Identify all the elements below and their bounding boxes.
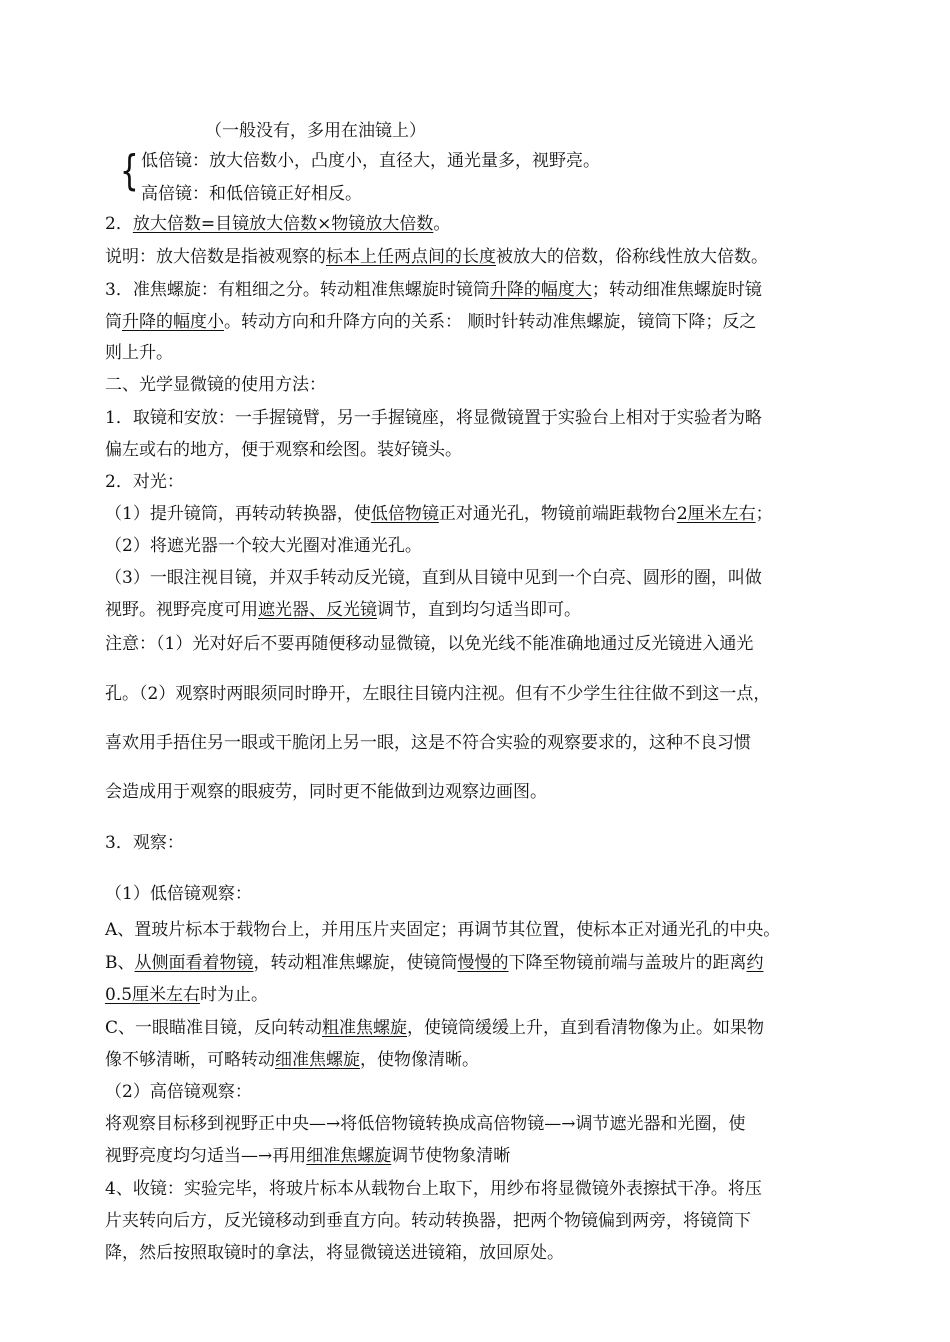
text-line: 高倍镜：和低倍镜正好相反。	[141, 184, 362, 204]
text-line: 3．观察：	[105, 833, 184, 853]
text-line: （一般没有，多用在油镜上）	[205, 121, 426, 141]
text-span: 说明：放大倍数是指被观察的	[105, 247, 326, 267]
text-span: 被放大的倍数，俗称线性放大倍数。	[496, 247, 768, 267]
text-span: 下降至物镜前端与盖玻片的距离	[508, 953, 747, 973]
underlined-text: 0.5厘米左右	[105, 985, 201, 1005]
text-span: 视野。视野亮度可用	[105, 600, 258, 620]
text-line: 降，然后按照取镜时的拿法，将显微镜送进镜箱，放回原处。	[105, 1243, 564, 1263]
underlined-text: 约	[746, 953, 764, 973]
text-span: B、	[105, 953, 135, 973]
text-span: 2．	[105, 214, 133, 234]
text-line: 偏左或右的地方，便于观察和绘图。装好镜头。	[105, 440, 462, 460]
text-span: 调节使物象清晰	[391, 1146, 511, 1166]
underlined-text: 慢慢的	[457, 953, 509, 973]
text-line	[105, 1049, 479, 1071]
text-line	[105, 213, 450, 235]
text-line: 将观察目标移到视野正中央—→将低倍物镜转换成高倍物镜—→调节遮光器和光圈，使	[105, 1114, 746, 1134]
section-heading: 二、光学显微镜的使用方法：	[105, 375, 326, 395]
text-line: 注意：（1）光对好后不要再随便移动显微镜，以免光线不能准确地通过反光镜进入通光	[105, 634, 754, 654]
text-line	[105, 503, 773, 525]
text-line: 则上升。	[105, 343, 173, 363]
underlined-text: 低倍物镜	[370, 504, 439, 524]
text-span: 筒	[105, 312, 122, 332]
text-span: 时为止。	[200, 985, 269, 1005]
text-span: 。转动方向和升降方向的关系： 顺时针转动准焦螺旋，镜筒下降；反之	[224, 312, 757, 332]
text-line: 低倍镜：放大倍数小，凸度小，直径大，通光量多，视野亮。	[141, 151, 600, 171]
text-span: ；	[755, 504, 773, 524]
underlined-text: 从侧面看着物镜	[134, 953, 254, 973]
text-line: （2）将遮光器一个较大光圈对准通光孔。	[105, 536, 422, 556]
text-span: C、一眼瞄准目镜，反向转动	[105, 1018, 323, 1038]
text-span: ；转动细准焦螺旋时镜	[591, 280, 762, 300]
text-line	[105, 952, 764, 974]
underlined-text: 2厘米左右	[676, 504, 756, 524]
text-line: 1．取镜和安放：一手握镜臂，另一手握镜座，将显微镜置于实验台上相对于实验者为略	[105, 408, 762, 428]
text-span: 调节，直到均匀适当即可。	[377, 600, 581, 620]
text-line	[105, 246, 768, 268]
text-line	[105, 599, 581, 621]
underlined-text: 放大倍数=目镜放大倍数×物镜放大倍数	[132, 214, 434, 234]
text-span: 。	[433, 214, 451, 234]
text-span: 像不够清晰，可略转动	[105, 1050, 275, 1070]
text-span: ，使镜筒缓缓上升，直到看清物像为止。如果物	[407, 1018, 765, 1038]
underlined-text: 升降的幅度小	[122, 312, 224, 332]
text-line: 喜欢用手捂住另一眼或干脆闭上另一眼，这是不符合实验的观察要求的，这种不良习惯	[105, 733, 751, 753]
underlined-text: 遮光器、反光镜	[258, 600, 377, 620]
text-line: （2）高倍镜观察：	[105, 1082, 252, 1102]
text-line	[105, 1145, 510, 1167]
text-line: 4、收镜：实验完毕，将玻片标本从载物台上取下，用纱布将显微镜外表擦拭干净。将压	[105, 1179, 762, 1199]
text-span: ，使物像清晰。	[360, 1050, 479, 1070]
text-span: ，转动粗准焦螺旋，使镜筒	[253, 953, 458, 973]
text-line: （1）低倍镜观察：	[105, 884, 252, 904]
text-line: （3）一眼注视目镜，并双手转动反光镜，直到从目镜中见到一个白亮、圆形的圈，叫做	[105, 568, 762, 588]
text-span: 正对通光孔，物镜前端距载物台	[438, 504, 677, 524]
text-line	[105, 1017, 764, 1039]
text-span: 视野亮度均匀适当—→再用	[105, 1146, 307, 1166]
text-line: 孔。（2）观察时两眼须同时睁开，左眼往目镜内注视。但有不少学生往往做不到这一点，	[105, 684, 771, 704]
text-line: 会造成用于观察的眼疲劳，同时更不能做到边观察边画图。	[105, 782, 547, 802]
text-line: 片夹转向后方，反光镜移动到垂直方向。转动转换器，把两个物镜偏到两旁，将镜筒下	[105, 1211, 751, 1231]
text-span: （1）提升镜筒，再转动转换器，使	[105, 504, 371, 524]
underlined-text: 升降的幅度大	[489, 280, 592, 300]
underlined-text: 细准焦螺旋	[275, 1050, 360, 1070]
text-line: 2．对光：	[105, 472, 184, 492]
text-line	[105, 984, 268, 1006]
underlined-text: 粗准焦螺旋	[322, 1018, 408, 1038]
underlined-text: 细准焦螺旋	[306, 1146, 392, 1166]
text-line	[105, 279, 762, 301]
text-line: A、置玻片标本于载物台上，并用压片夹固定；再调节其位置，使标本正对通光孔的中央。	[105, 920, 781, 940]
curly-brace-icon: {	[120, 146, 139, 195]
underlined-text: 标本上任两点间的长度	[326, 247, 496, 267]
text-span: 3．准焦螺旋：有粗细之分。转动粗准焦螺旋时镜筒	[105, 280, 490, 300]
text-line	[105, 311, 756, 333]
